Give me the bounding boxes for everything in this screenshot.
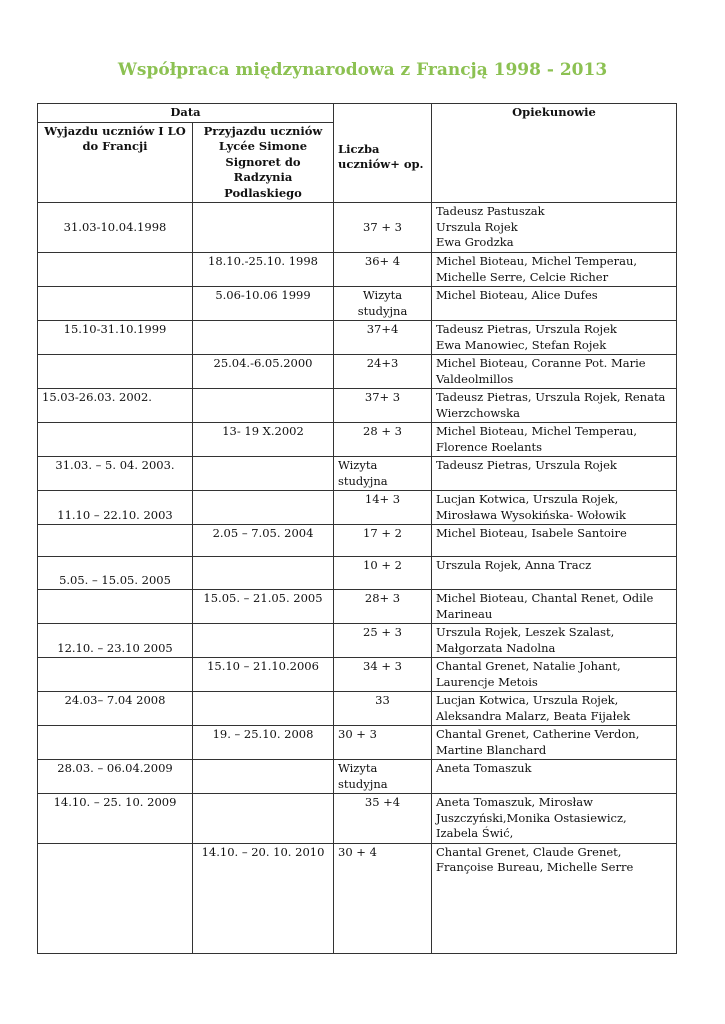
cell-przyjazd: [193, 491, 334, 525]
table-row: [38, 203, 677, 253]
cell-liczba: 10 + 2: [334, 557, 432, 590]
cell-opiekunowie: Michel Bioteau, Michel Temperau, Florence Roelants: [432, 423, 677, 457]
cell-opiekunowie: Michel Bioteau, Chantal Renet, Odile Marineau: [432, 590, 677, 624]
table-row: [38, 355, 677, 389]
cell-liczba: 36+ 4: [334, 253, 432, 287]
cell-wyjazd: [38, 423, 193, 457]
cell-wyjazd: [38, 590, 193, 624]
cell-opiekunowie: Chantal Grenet, Catherine Verdon, Martine Blanchard: [432, 726, 677, 760]
cell-wyjazd: [38, 253, 193, 287]
table-row: [38, 692, 677, 726]
cell-opiekunowie: Chantal Grenet, Natalie Johant, Laurencje Metois: [432, 658, 677, 692]
cell-wyjazd: [38, 726, 193, 760]
cell-wyjazd: 28.03. – 06.04.2009: [38, 760, 193, 794]
cell-opiekunowie: Urszula Rojek, Anna Tracz: [432, 557, 677, 590]
header-data: Data: [38, 104, 334, 123]
table-row: [38, 590, 677, 624]
cell-przyjazd: 14.10. – 20. 10. 2010: [193, 843, 334, 953]
cell-opiekunowie: Aneta Tomaszuk, Mirosław Juszczyński,Monika Ostasiewicz, Izabela Świć,: [432, 794, 677, 844]
cell-przyjazd: [193, 794, 334, 844]
table-row: [38, 457, 677, 491]
cell-liczba: 37+ 3: [334, 389, 432, 423]
table-row: [38, 658, 677, 692]
cell-liczba: Wizyta studyjna: [334, 457, 432, 491]
header-liczba: Liczba uczniów+ op.: [334, 104, 432, 203]
cell-przyjazd: [193, 624, 334, 658]
table-row: [38, 794, 677, 844]
cell-liczba: 37+4: [334, 321, 432, 355]
table-row: [38, 557, 677, 590]
cell-wyjazd: [38, 355, 193, 389]
cell-opiekunowie: Michel Bioteau, Coranne Pot. Marie Valdeolmillos: [432, 355, 677, 389]
table-row: [38, 253, 677, 287]
cell-wyjazd: 15.10-31.10.1999: [38, 321, 193, 355]
cell-przyjazd: 5.06-10.06 1999: [193, 287, 334, 321]
cell-wyjazd: 5.05. – 15.05. 2005: [38, 557, 193, 590]
cell-wyjazd: 31.03-10.04.1998: [38, 203, 193, 253]
cell-wyjazd: 14.10. – 25. 10. 2009: [38, 794, 193, 844]
cell-wyjazd: [38, 658, 193, 692]
cell-przyjazd: [193, 692, 334, 726]
cell-wyjazd: 11.10 – 22.10. 2003: [38, 491, 193, 525]
cell-wyjazd: [38, 843, 193, 953]
cell-opiekunowie: Tadeusz Pietras, Urszula Rojek, Renata Wierzchowska: [432, 389, 677, 423]
cell-przyjazd: [193, 557, 334, 590]
cell-opiekunowie: Michel Bioteau, Michel Temperau, Michelle Serre, Celcie Richer: [432, 253, 677, 287]
exchange-table: [37, 103, 677, 954]
cell-przyjazd: [193, 321, 334, 355]
cell-opiekunowie: Michel Bioteau, Alice Dufes: [432, 287, 677, 321]
cell-przyjazd: 2.05 – 7.05. 2004: [193, 525, 334, 557]
cell-liczba: Wizyta studyjna: [334, 287, 432, 321]
cell-liczba: Wizyta studyjna: [334, 760, 432, 794]
table-row: [38, 525, 677, 557]
cell-liczba: 28 + 3: [334, 423, 432, 457]
cell-wyjazd: 15.03-26.03. 2002.: [38, 389, 193, 423]
cell-liczba: 25 + 3: [334, 624, 432, 658]
header-opiekunowie: Opiekunowie: [432, 104, 677, 203]
cell-wyjazd: [38, 525, 193, 557]
table-row: [38, 726, 677, 760]
cell-opiekunowie: Michel Bioteau, Isabele Santoire: [432, 525, 677, 557]
cell-liczba: 17 + 2: [334, 525, 432, 557]
cell-przyjazd: 13- 19 X.2002: [193, 423, 334, 457]
cell-wyjazd: 31.03. – 5. 04. 2003.: [38, 457, 193, 491]
cell-liczba: 34 + 3: [334, 658, 432, 692]
cell-liczba: 37 + 3: [334, 203, 432, 253]
table-row: [38, 287, 677, 321]
header-przyjazd: Przyjazdu uczniów Lycée Simone Signoret do Radzynia Podlaskiego: [193, 122, 334, 203]
page-title: Współpraca międzynarodowa z Francją 1998 - 2013: [117, 60, 608, 80]
cell-wyjazd: [38, 287, 193, 321]
cell-liczba: 24+3: [334, 355, 432, 389]
cell-przyjazd: 25.04.-6.05.2000: [193, 355, 334, 389]
cell-liczba: 33: [334, 692, 432, 726]
table-row: [38, 843, 677, 953]
cell-wyjazd: 24.03– 7.04 2008: [38, 692, 193, 726]
cell-liczba: 35 +4: [334, 794, 432, 844]
table-row: [38, 389, 677, 423]
cell-wyjazd: 12.10. – 23.10 2005: [38, 624, 193, 658]
cell-liczba: 30 + 3: [334, 726, 432, 760]
cell-opiekunowie: Tadeusz Pastuszak Urszula Rojek Ewa Grodzka: [432, 203, 677, 253]
table-row: [38, 423, 677, 457]
cell-przyjazd: 15.05. – 21.05. 2005: [193, 590, 334, 624]
cell-przyjazd: [193, 389, 334, 423]
cell-liczba: 28+ 3: [334, 590, 432, 624]
header-wyjazd: Wyjazdu uczniów I LO do Francji: [38, 122, 193, 203]
table-row: [38, 624, 677, 658]
cell-opiekunowie: Tadeusz Pietras, Urszula Rojek Ewa Manowiec, Stefan Rojek: [432, 321, 677, 355]
cell-opiekunowie: Urszula Rojek, Leszek Szalast, Małgorzata Nadolna: [432, 624, 677, 658]
cell-opiekunowie: Tadeusz Pietras, Urszula Rojek: [432, 457, 677, 491]
cell-opiekunowie: Lucjan Kotwica, Urszula Rojek, Aleksandra Malarz, Beata Fijałek: [432, 692, 677, 726]
cell-opiekunowie: Aneta Tomaszuk: [432, 760, 677, 794]
cell-przyjazd: 15.10 – 21.10.2006: [193, 658, 334, 692]
table-row: [38, 760, 677, 794]
cell-przyjazd: 18.10.-25.10. 1998: [193, 253, 334, 287]
cell-opiekunowie: Lucjan Kotwica, Urszula Rojek, Mirosława Wysokińska- Wołowik: [432, 491, 677, 525]
cell-przyjazd: [193, 457, 334, 491]
cell-opiekunowie: Chantal Grenet, Claude Grenet, Françoise Bureau, Michelle Serre: [432, 843, 677, 953]
table-body: [38, 203, 677, 954]
cell-przyjazd: [193, 760, 334, 794]
table-row: [38, 491, 677, 525]
cell-przyjazd: [193, 203, 334, 253]
cell-przyjazd: 19. – 25.10. 2008: [193, 726, 334, 760]
table-row: [38, 321, 677, 355]
cell-liczba: 14+ 3: [334, 491, 432, 525]
cell-liczba: 30 + 4: [334, 843, 432, 953]
